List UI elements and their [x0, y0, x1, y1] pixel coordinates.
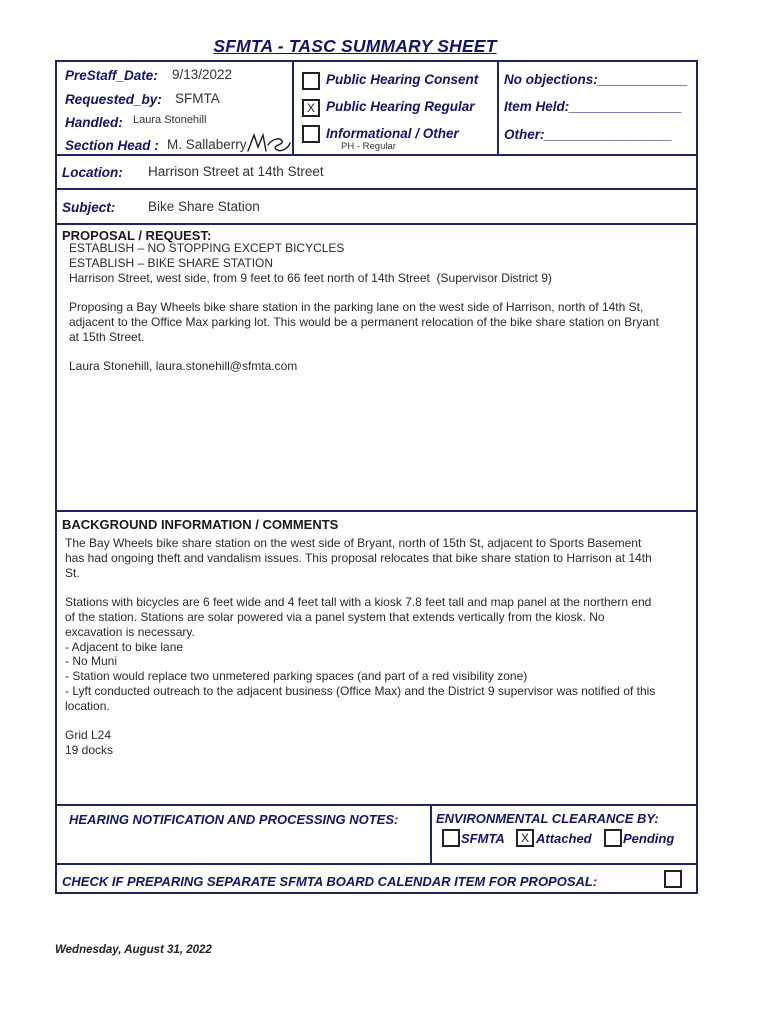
divider — [55, 863, 698, 865]
informational-note: PH - Regular — [341, 141, 396, 152]
hearing-notes-label: HEARING NOTIFICATION AND PROCESSING NOTES: — [69, 812, 399, 827]
informational-checkbox[interactable] — [302, 125, 320, 143]
item-held-field[interactable]: Item Held:_______________ — [504, 99, 682, 114]
subject-value[interactable]: Bike Share Station — [148, 199, 260, 214]
consent-label: Public Hearing Consent — [326, 72, 479, 87]
divider — [55, 510, 698, 512]
page-title: SFMTA - TASC SUMMARY SHEET — [213, 36, 497, 56]
form-frame — [55, 60, 698, 894]
location-label: Location: — [62, 165, 123, 180]
env-pending-checkbox[interactable] — [604, 829, 622, 847]
divider — [55, 154, 698, 156]
handled-value[interactable]: Laura Stonehill — [133, 114, 207, 126]
no-objections-field[interactable]: No objections:____________ — [504, 72, 688, 87]
env-sfmta-label: SFMTA — [461, 831, 505, 846]
divider — [430, 804, 432, 864]
env-sfmta-checkbox[interactable] — [442, 829, 460, 847]
prestaff-date-label: PreStaff_Date: — [65, 68, 158, 83]
regular-checkbox[interactable]: X — [302, 99, 320, 117]
consent-checkbox[interactable] — [302, 72, 320, 90]
location-value[interactable]: Harrison Street at 14th Street — [148, 164, 324, 179]
divider — [55, 188, 698, 190]
handled-label: Handled: — [65, 115, 123, 130]
subject-label: Subject: — [62, 200, 116, 215]
divider — [292, 60, 294, 155]
regular-label: Public Hearing Regular — [326, 99, 475, 114]
env-pending-label: Pending — [623, 831, 675, 846]
signature-initials — [246, 131, 292, 155]
proposal-heading: PROPOSAL / REQUEST: — [62, 228, 212, 243]
background-text[interactable]: The Bay Wheels bike share station on the west side of Bryant, north of 15th St, adjacent to Sports Basement has had ongoing theft and vandalism issues. This proposal relocates that bike share station to Harrison at 14th St. Stations with bicycles are 6 feet wide and 4 feet tall with a kiosk 7.8 feet tall and map panel at the northern end of the station. Stations are solar powered via a panel system that extends vertically from the kiosk. No excavation is necessary. - Adjacent to bike lane - No Muni - Station would replace two unmetered parking spaces (and part of a red visibility zone) - Lyft conducted outreach to the adjacent business (Office Max) and the District 9 supervisor was notified of this location. Grid L24 19 docks — [65, 536, 656, 758]
other-field[interactable]: Other:_________________ — [504, 127, 673, 142]
informational-label: Informational / Other — [326, 126, 459, 141]
requested-by-label: Requested_by: — [65, 92, 162, 107]
section-head-value[interactable]: M. Sallaberry — [167, 137, 247, 152]
section-head-label: Section Head : — [65, 138, 159, 153]
footer-date: Wednesday, August 31, 2022 — [55, 944, 212, 956]
prestaff-date-value[interactable]: 9/13/2022 — [172, 67, 233, 82]
proposal-text[interactable]: ESTABLISH – NO STOPPING EXCEPT BICYCLES ESTABLISH – BIKE SHARE STATION Harrison Street, west side, from 9 feet to 66 feet north of 14th Street (Supervisor District 9) Proposing a Bay Wheels bike share station in the parking lane on the west side of Harrison, north of 14th St, adjacent to the Office Max parking lot. This would be a permanent relocation of the bike share station on Bryant at 15th Street. Laura Stonehill, laura.stonehill@sfmta.com — [69, 241, 659, 374]
divider — [497, 60, 499, 155]
board-calendar-label: CHECK IF PREPARING SEPARATE SFMTA BOARD CALENDAR ITEM FOR PROPOSAL: — [62, 874, 598, 889]
env-attached-label: Attached — [536, 831, 592, 846]
env-attached-checkbox[interactable]: X — [516, 829, 534, 847]
divider — [55, 804, 698, 806]
env-clearance-label: ENVIRONMENTAL CLEARANCE BY: — [436, 811, 659, 826]
board-calendar-checkbox[interactable] — [664, 870, 682, 888]
requested-by-value[interactable]: SFMTA — [175, 91, 220, 106]
background-heading: BACKGROUND INFORMATION / COMMENTS — [62, 517, 339, 532]
divider — [55, 223, 698, 225]
